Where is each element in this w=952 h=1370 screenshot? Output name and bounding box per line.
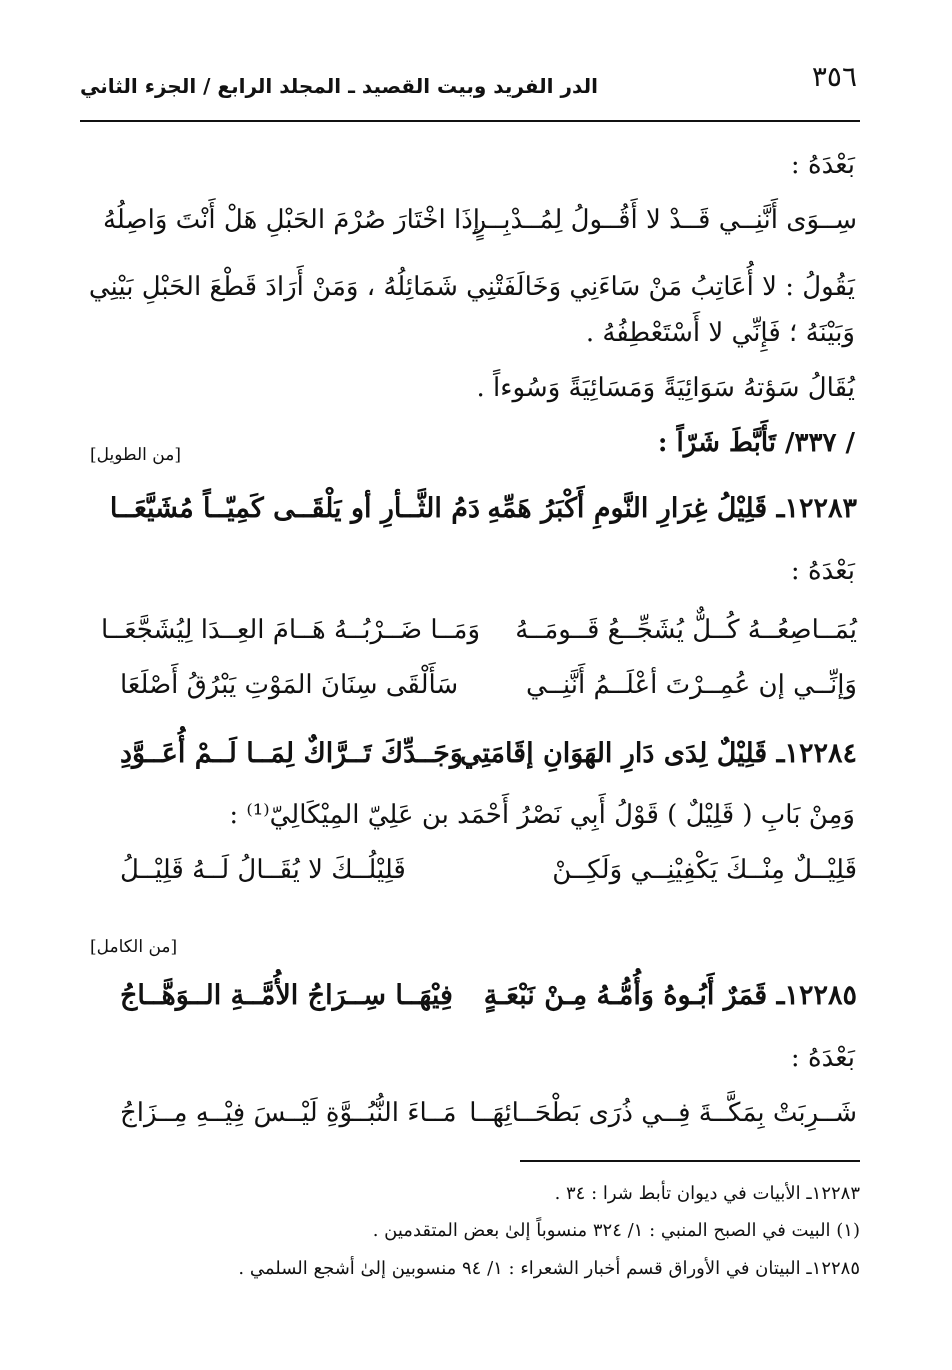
header-rule bbox=[80, 120, 860, 122]
badahu-label: بَعْدَهُ : bbox=[790, 150, 855, 180]
commentary-line: يُقَالُ سَؤتهُ سَوَائِيَةً وَمَسَائِيَةً وَسُوءاً . bbox=[476, 373, 855, 403]
poet-heading: / ٣٣٧/ تَأَبَّطَ شَرّاً : bbox=[657, 428, 855, 458]
verse-12284-right: ١٢٢٨٤ـ قَلِيْلٌ لِدَى دَارِ الهَوَانِ إقَامَتِي bbox=[459, 738, 857, 769]
badahu-label: بَعْدَهُ : bbox=[790, 1043, 855, 1073]
verse-12285-left: فِيْهَــا سِــرَاجُ الأُمَّــةِ الــوَهَّــاجُ bbox=[120, 980, 453, 1011]
verse-hemistich-right: قَلِيْــلٌ مِنْــكَ يَكْفِيْنِــي وَلَكِــنْ bbox=[552, 855, 857, 885]
meter-label: [من الكامل] bbox=[90, 937, 178, 957]
badahu-label: بَعْدَهُ : bbox=[790, 556, 855, 586]
commentary-line: وَمِنْ بَابِ ( قَلِيْلٌ ) قَوْلُ أَبِي نَصْرُ أَحْمَد بن عَلِيّ المِيْكَالِيّ⁽¹⁾ : bbox=[229, 800, 855, 830]
verse-hemistich-right: سِــوَى أَنَّنِــي قَــدْ لا أَقُــولُ لِمُــدْبِــرٍ bbox=[473, 205, 857, 235]
verse-hemistich-left: قَلِيْلُــكَ لا يُقَــالُ لَــهُ قَلِيْــلُ bbox=[120, 855, 406, 885]
verse-hemistich-left: وَمَــا ضَــرْبُــهُ هَــامَ العِــدَا لِيُشَجَّعَــا bbox=[101, 615, 480, 645]
page-number: ٣٥٦ bbox=[811, 60, 857, 93]
verse-12285-right: ١٢٢٨٥ـ قَمَرٌ أَبُـوهُ وَأُمُّـهُ مِـنْ نَبْعَـةٍ bbox=[483, 980, 857, 1011]
commentary-line: يَقُولُ : لا أُعَاتِبُ مَنْ سَاءَنِي وَخَالَفَتْنِي شَمَائِلُهُ ، وَمَنْ أَرَادَ قَطْعَ الحَبْلِ بَيْنِي bbox=[88, 272, 855, 302]
verse-12283-right: ١٢٢٨٣ـ قَلِيْلُ غِرَارِ النَّومِ أَكْبَرُ هَمِّهِ bbox=[487, 493, 857, 524]
meter-label: [من الطويل] bbox=[90, 445, 181, 465]
running-title: الدر الفريد وبيت القصيد ـ المجلد الرابع / الجزء الثاني bbox=[80, 74, 598, 98]
verse-hemistich-right: وَإنِّــي إن عُمِــرْتَ أعْلَــمُ أَنَّنِــي bbox=[526, 670, 857, 700]
verse-hemistich-right: يُمَــاصِعُــهُ كُــلٌّ يُشَجِّــعُ قَــومَــهُ bbox=[515, 615, 857, 645]
commentary-line: وَبَيْنَهُ ؛ فَإِنِّي لا أَسْتَعْطِفُهُ . bbox=[585, 318, 855, 348]
verse-12283-left: دَمُ الثَّــأرِ أو يَلْقَــى كَمِيّــاً مُشَيَّعَــا bbox=[109, 493, 480, 524]
page-header bbox=[80, 60, 857, 110]
verse-12284-left: وَجَــدِّكَ تَــرَّاكٌ لِمَــا لَــمْ أُعَــوَّدِ bbox=[120, 738, 463, 769]
verse-hemistich-left: سَأَلْقَى سِنَانَ المَوْتِ يَبْرُقُ أَصْلَعَا bbox=[120, 670, 459, 700]
verse-hemistich-left: مَــاءَ النُّبُــوَّةِ لَيْــسَ فِيْــهِ مِــزَاجُ bbox=[120, 1098, 457, 1128]
footnote: (١) البيت في الصبح المنبي : ١/ ٣٢٤ منسوباً إلىٰ بعض المتقدمين . bbox=[372, 1220, 860, 1241]
footnote: ١٢٢٨٣ـ الأبيات في ديوان تأبط شرا : ٣٤ . bbox=[554, 1183, 860, 1204]
verse-hemistich-left: إذَا اخْتَارَ صُرْمَ الحَبْلِ هَلْ أَنْتَ وَاصِلُهُ bbox=[102, 205, 480, 235]
verse-hemistich-right: شَــرِبَتْ بِمَكَّــةَ فِــي ذُرَى بَطْحَــائِهَــا bbox=[469, 1098, 857, 1128]
footnote-rule bbox=[520, 1160, 860, 1162]
footnote: ١٢٢٨٥ـ البيتان في الأوراق قسم أخبار الشعراء : ١/ ٩٤ منسوبين إلىٰ أشجع السلمي . bbox=[238, 1258, 860, 1279]
